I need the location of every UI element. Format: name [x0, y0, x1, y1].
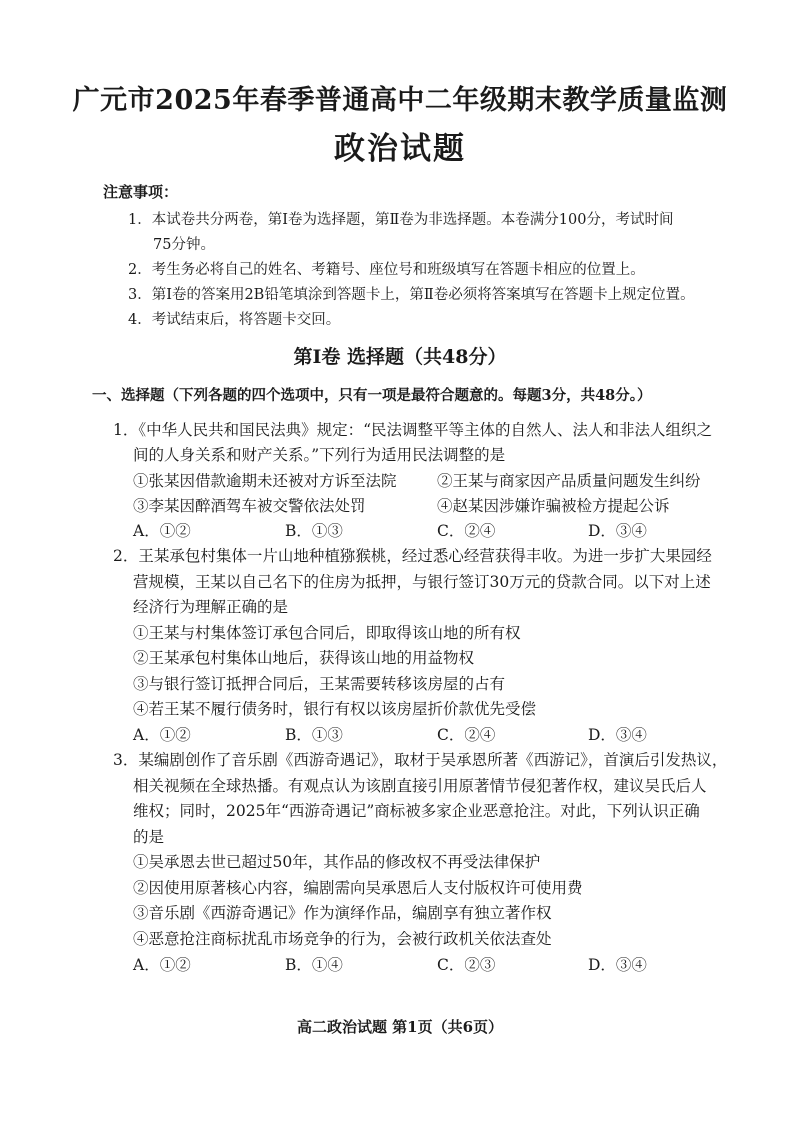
question-1-choice-b: B．①③: [285, 522, 343, 540]
question-2-option-item: ③与银行签订抵押合同后，王某需要转移该房屋的占有: [133, 675, 506, 693]
question-2-stem: 营规模，王某以自己名下的住房为抵押，与银行签订30万元的贷款合同。以下对上述: [133, 573, 711, 591]
question-1-choice-a: A．①②: [133, 522, 191, 540]
question-2-option-item: ②王某承包村集体山地后，获得该山地的用益物权: [133, 649, 475, 667]
question-2-stem: 经济行为理解正确的是: [133, 598, 289, 616]
page-footer: 高二政治试题 第1页（共6页）: [296, 1018, 504, 1036]
question-3-option-item: ④恶意抢注商标扰乱市场竞争的行为，会被行政机关依法查处: [133, 930, 552, 948]
question-2-option-item: ①王某与村集体签订承包合同后，即取得该山地的所有权: [133, 624, 521, 642]
question-1-choice-c: C．②④: [437, 522, 496, 540]
question-3-option-item: ②因使用原著核心内容，编剧需向吴承恩后人支付版权许可使用费: [133, 879, 583, 897]
note-item: 2．考生务必将自己的姓名、考籍号、座位号和班级填写在答题卡相应的位置上。: [128, 262, 645, 278]
question-3-stem: 相关视频在全球热播。有观点认为该剧直接引用原著情节侵犯著作权，建议吴氏后人: [133, 777, 707, 795]
question-2-choice-d: D．③④: [588, 726, 647, 744]
note-item: 4．考试结束后，将答题卡交回。: [128, 312, 341, 328]
question-1-stem: 1．《中华人民共和国民法典》规定：“民法调整平等主体的自然人、法人和非法人组织之: [113, 421, 713, 439]
question-3-stem: 3．某编剧创作了音乐剧《西游奇遇记》，取材于吴承恩所著《西游记》，首演后引发热议，: [113, 751, 728, 769]
question-2-choice-a: A．①②: [133, 726, 191, 744]
question-2-choice-b: B．①③: [285, 726, 343, 744]
part-heading: 一、选择题（下列各题的四个选项中，只有一项是最符合题意的。每题3分，共48分。）: [92, 387, 652, 404]
section-title: 第Ⅰ卷 选择题（共48分）: [293, 346, 507, 368]
question-3-option-item: ①吴承恩去世已超过50年，其作品的修改权不再受法律保护: [133, 853, 541, 871]
note-item: 75分钟。: [153, 237, 215, 253]
question-3-option-item: ③音乐剧《西游奇遇记》作为演绎作品，编剧享有独立著作权: [133, 904, 552, 922]
question-1-option-item: ②王某与商家因产品质量问题发生纠纷: [437, 472, 701, 490]
notes-heading: 注意事项：: [103, 183, 179, 201]
question-1-choice-d: D．③④: [588, 522, 647, 540]
question-2-choice-c: C．②④: [437, 726, 496, 744]
question-3-choice-c: C．②③: [437, 956, 496, 974]
exam-title: 广元市2025年春季普通高中二年级期末教学质量监测: [72, 85, 728, 116]
question-2-option-item: ④若王某不履行债务时，银行有权以该房屋折价款优先受偿: [133, 700, 537, 718]
question-1-option-item: ③李某因醉酒驾车被交警依法处罚: [133, 497, 366, 515]
question-3-stem: 维权；同时，2025年“西游奇遇记”商标被多家企业恶意抢注。对此，下列认识正确: [133, 802, 700, 820]
question-3-stem: 的是: [133, 828, 165, 846]
exam-subtitle: 政治试题: [334, 131, 466, 167]
question-1-option-item: ①张某因借款逾期未还被对方诉至法院: [133, 472, 397, 490]
question-3-choice-a: A．①②: [133, 956, 191, 974]
question-2-stem: 2．王某承包村集体一片山地种植猕猴桃，经过悉心经营获得丰收。为进一步扩大果园经: [113, 547, 712, 565]
question-1-stem: 间的人身关系和财产关系。”下列行为适用民法调整的是: [133, 446, 506, 464]
question-3-choice-d: D．③④: [588, 956, 647, 974]
question-1-option-item: ④赵某因涉嫌诈骗被检方提起公诉: [437, 497, 670, 515]
note-item: 1．本试卷共分两卷，第Ⅰ卷为选择题，第Ⅱ卷为非选择题。本卷满分100分，考试时间: [128, 212, 674, 228]
question-3-choice-b: B．①④: [285, 956, 343, 974]
note-item: 3．第Ⅰ卷的答案用2B铅笔填涂到答题卡上，第Ⅱ卷必须将答案填写在答题卡上规定位置。: [128, 287, 695, 303]
